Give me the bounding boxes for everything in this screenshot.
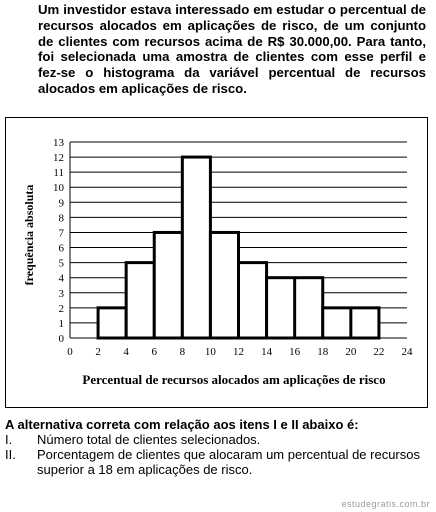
y-tick-label: 4: [58, 272, 64, 285]
y-tick-label: 8: [58, 212, 64, 225]
x-tick-label: 16: [289, 346, 301, 358]
y-tick-label: 11: [53, 167, 64, 180]
x-tick-label: 6: [151, 346, 157, 358]
x-tick-label: 2: [95, 346, 101, 358]
histogram-bar: [154, 232, 182, 338]
y-tick-label: 0: [58, 333, 64, 345]
y-tick-label: 5: [58, 257, 64, 270]
y-tick-label: 7: [58, 227, 64, 240]
x-tick-label: 4: [123, 346, 129, 358]
y-tick-label: 13: [53, 137, 64, 149]
x-tick-labels: [67, 346, 413, 358]
histogram-bar: [98, 308, 126, 338]
question-text: Um investidor estava interessado em estudar o percentual de recursos alocados em aplicações de risco, de um conjunto de clientes com recursos acima de R$ 30.000,00. Para tanto, foi selecionada uma amostra de clientes com esse perfil e fez-se o histograma da variável percentual de recursos alocados em aplicações de risco.: [38, 2, 426, 96]
x-tick-label: 12: [233, 346, 244, 358]
histogram-bar: [239, 263, 267, 338]
y-tick-label: 1: [58, 317, 64, 330]
item-number: I.: [5, 432, 13, 447]
list-item: [5, 447, 431, 477]
statement-intro: A alternativa correta com relação aos itens I e II abaixo é:: [5, 417, 359, 432]
histogram-bar: [126, 263, 154, 338]
y-tick-label: 10: [53, 182, 64, 195]
list-item: [5, 432, 431, 447]
watermark: estudegratis.com.br: [341, 499, 430, 509]
x-tick-label: 18: [317, 346, 329, 358]
item-text: Número total de clientes selecionados.: [37, 432, 261, 447]
y-tick-label: 6: [58, 242, 64, 255]
x-tick-label: 8: [179, 346, 186, 358]
histogram-frame: [5, 117, 428, 408]
y-tick-label: 3: [58, 287, 64, 300]
histogram-chart: [6, 118, 427, 407]
x-tick-label: 14: [261, 346, 273, 358]
histogram-bar: [210, 232, 238, 338]
y-tick-labels: [53, 137, 65, 345]
x-tick-label: 10: [204, 346, 216, 358]
histogram-bar: [182, 157, 210, 338]
x-axis-label: Percentual de recursos alocados am aplicações de risco: [82, 372, 386, 387]
y-tick-label: 2: [58, 302, 64, 315]
statement-block: [5, 417, 431, 477]
y-axis-label: frequência absoluta: [22, 184, 36, 286]
y-tick-label: 9: [58, 197, 64, 210]
x-tick-label: 24: [401, 346, 413, 358]
x-tick-label: 20: [345, 346, 357, 358]
item-number: II.: [5, 447, 16, 462]
item-text: Porcentagem de clientes que alocaram um percentual de recursos superior a 18 em aplicações de risco.: [37, 447, 420, 477]
x-tick-label: 22: [373, 346, 385, 358]
y-tick-label: 12: [53, 152, 64, 165]
x-tick-label: 0: [67, 346, 73, 358]
